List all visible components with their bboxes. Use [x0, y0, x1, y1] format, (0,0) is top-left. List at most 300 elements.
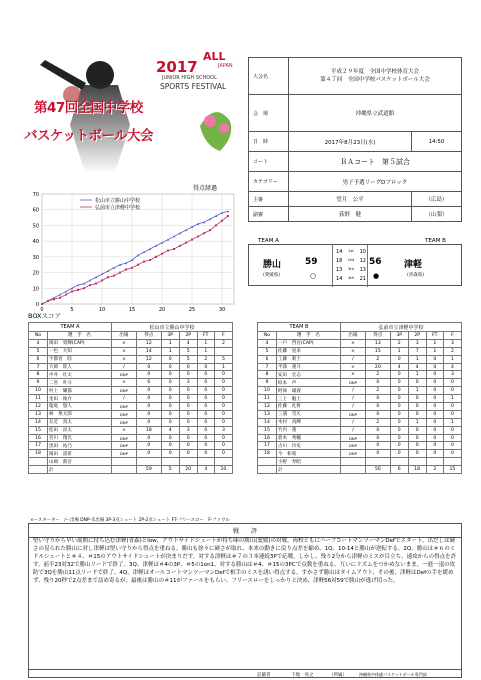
cell: 0 [214, 379, 232, 387]
date-value: 2017年8月23日(水) [289, 132, 412, 152]
cell: × [340, 363, 365, 371]
review-title: 戦 評 [29, 526, 461, 538]
cell: 0 [161, 434, 179, 442]
cell: 0 [426, 418, 443, 426]
quarter-score-b: 12 [359, 258, 366, 264]
column-header: 出場 [340, 332, 365, 340]
cell: 5 [179, 347, 197, 355]
player-row [29, 458, 233, 466]
team-b-result-mark: ● [373, 272, 380, 280]
cell: × [340, 339, 365, 347]
cell: 0 [390, 387, 408, 395]
cell: 0 [161, 355, 179, 363]
cell: 0 [136, 403, 161, 411]
cell: / [340, 355, 365, 363]
affiliation-value: 沖縄県中体連バスケットボール専門部 [359, 672, 427, 677]
cell: 0 [197, 442, 214, 450]
cell: 2 [197, 355, 214, 363]
x-tick-label: 5 [70, 307, 74, 313]
cell: 阿保 雄義 [276, 387, 340, 395]
cell: 坂本 声 [276, 379, 340, 387]
player-row [29, 403, 233, 411]
player-row [29, 442, 233, 450]
y-tick-label: 60 [32, 207, 39, 214]
data-point [71, 290, 73, 292]
cell: 2 [390, 339, 408, 347]
cell [179, 458, 197, 466]
cell: × [111, 339, 136, 347]
data-point [221, 220, 223, 222]
cell: 0 [197, 387, 214, 395]
cell: 工藤 莉士 [276, 355, 340, 363]
tournament-title-line2: バスケットボール大会 [24, 128, 154, 144]
cell: 0 [426, 355, 443, 363]
cell: 14 [258, 418, 277, 426]
cell: DNP [111, 403, 136, 411]
cell: 2 [443, 347, 461, 355]
team-label: TEAM A [29, 323, 112, 332]
cell: 0 [161, 410, 179, 418]
cell: 2 [365, 355, 390, 363]
cell: 7 [408, 347, 426, 355]
cell: 9 [258, 379, 277, 387]
court-value: ＢＡコート 第５試合 [289, 152, 462, 172]
data-point [173, 248, 175, 250]
cell: DNP [340, 379, 365, 387]
column-header: 3P [390, 332, 408, 340]
cell: 0 [161, 418, 179, 426]
cell: 9 [29, 379, 48, 387]
column-header: No [258, 332, 277, 340]
cell: 0 [136, 395, 161, 403]
cell: 16 [258, 434, 277, 442]
logo-jhs: JUNIOR HIGH SCHOOL [162, 75, 217, 81]
cell: 1 [161, 347, 179, 355]
player-row [258, 379, 462, 387]
label-referee: 主審 [249, 192, 289, 207]
column-header: 選 手 名 [47, 332, 111, 340]
cell: 0 [365, 410, 390, 418]
cell: 0 [390, 395, 408, 403]
cell: 1 [161, 339, 179, 347]
cell: 0 [136, 387, 161, 395]
cell: DNP [111, 442, 136, 450]
y-tick-label: 10 [32, 286, 39, 293]
cell: 岡田 遥希 [47, 450, 111, 458]
cell: 0 [214, 442, 232, 450]
cell: 5 [161, 466, 179, 474]
team-a-result-mark: ○ [310, 272, 317, 280]
cell: 0 [197, 410, 214, 418]
cell: 0 [365, 379, 390, 387]
cell: 佐藤 礼将 [276, 403, 340, 411]
legend-label: 弘前市立津軽中学校 [95, 205, 141, 211]
label-competition: 大会名 [249, 58, 289, 95]
cell: 0 [426, 379, 443, 387]
player-row [29, 426, 233, 434]
cell: 0 [197, 418, 214, 426]
cell: 4 [197, 466, 214, 474]
cell [161, 458, 179, 466]
cell: 15 [365, 347, 390, 355]
cell: 14 [29, 418, 48, 426]
cell: 10 [29, 387, 48, 395]
cell: DNP [111, 410, 136, 418]
cell: 三浦 雪矢 [276, 410, 340, 418]
cell: 0 [408, 379, 426, 387]
cell: 0 [136, 363, 161, 371]
cell: 15 [258, 426, 277, 434]
cell: / [340, 426, 365, 434]
cell: 0 [365, 442, 390, 450]
cell: 20 [365, 363, 390, 371]
team-a-name: 勝山 [263, 260, 282, 270]
cell: 0 [197, 363, 214, 371]
cell: 0 [365, 434, 390, 442]
cell: × [111, 355, 136, 363]
data-point [47, 300, 49, 302]
cell: 1 [408, 418, 426, 426]
quarter-score-a: 14 [336, 276, 343, 282]
data-point [113, 275, 115, 277]
player-row [258, 458, 462, 466]
player-row [29, 450, 233, 458]
label-umpire: 副審 [249, 207, 289, 222]
cell: 12 [258, 403, 277, 411]
player-row [29, 387, 233, 395]
cell: 1 [390, 347, 408, 355]
cell: 計 [47, 466, 111, 474]
cell: 0 [426, 395, 443, 403]
cell: 1 [197, 339, 214, 347]
cell: 友近 真太 [47, 418, 111, 426]
recorder-name: 下地 亮之 [291, 673, 314, 678]
x-tick-label: 25 [188, 307, 196, 313]
data-point [53, 298, 55, 300]
data-point [227, 215, 229, 217]
cell: 0 [179, 434, 197, 442]
cell: 14 [136, 347, 161, 355]
cell: 1 [426, 347, 443, 355]
cell: 0 [136, 434, 161, 442]
cell: 古川 玲史 [276, 442, 340, 450]
cell: 0 [426, 363, 443, 371]
data-point [143, 261, 145, 263]
player-row [258, 442, 462, 450]
cell: 0 [197, 379, 214, 387]
data-point [95, 283, 97, 285]
cell: 0 [161, 363, 179, 371]
cell: 倉木 秀輔 [276, 434, 340, 442]
x-tick-label: 15 [128, 307, 136, 313]
cell: 0 [136, 450, 161, 458]
cell: 0 [443, 403, 461, 411]
cell: 1 [197, 347, 214, 355]
review-footer [29, 669, 461, 679]
logo-sports-festival: SPORTS FESTIVAL [160, 82, 227, 91]
box-score-team-a [28, 322, 233, 474]
team-b-label: TEAM B [425, 238, 446, 244]
logo-all: ALL [203, 50, 226, 63]
cell: / [340, 403, 365, 411]
cell: 山岡 新吾 [47, 458, 111, 466]
data-point [119, 272, 121, 274]
cell: 12 [136, 339, 161, 347]
cell: 0 [197, 450, 214, 458]
cell: 0 [214, 395, 232, 403]
cell [111, 466, 136, 474]
cell: 20 [179, 466, 197, 474]
x-tick-label: 30 [218, 307, 226, 313]
player-row [29, 355, 233, 363]
column-header: 2P [179, 332, 197, 340]
cell: 18 [136, 426, 161, 434]
cell: DNP [111, 371, 136, 379]
label-venue: 会 場 [249, 95, 289, 132]
referee-pref: （広島） [412, 192, 462, 207]
cell: 1 [443, 395, 461, 403]
data-point [149, 259, 151, 261]
column-header: No [29, 332, 48, 340]
y-tick-label: 50 [32, 223, 39, 230]
quarter-score-a: 13 [336, 267, 343, 273]
venue-value: 沖縄県立武道館 [289, 95, 462, 132]
data-point [131, 267, 133, 269]
player-row [258, 395, 462, 403]
cell: DNP [340, 450, 365, 458]
data-point [167, 250, 169, 252]
y-tick-label: 70 [32, 192, 39, 198]
y-tick-label: 40 [32, 239, 39, 246]
cell: 0 [426, 371, 443, 379]
cell: 6 [390, 466, 408, 474]
player-row [258, 466, 462, 474]
player-row [258, 418, 462, 426]
cell: 0 [136, 371, 161, 379]
cell: 15 [29, 426, 48, 434]
scoreboard [248, 244, 462, 286]
player-row [258, 363, 462, 371]
cell: 0 [390, 355, 408, 363]
cell: 0 [197, 403, 214, 411]
cell: 0 [390, 379, 408, 387]
cell: 5 [29, 347, 48, 355]
quarter-row [333, 267, 369, 273]
quarter-label: 3rd [348, 267, 354, 271]
cell: 0 [443, 387, 461, 395]
cell: DNP [340, 442, 365, 450]
tournament-title-line1: 第47回全国中学校 [34, 100, 143, 116]
cell: 17 [29, 442, 48, 450]
cell: 15 [443, 466, 461, 474]
cell: 計 [276, 466, 340, 474]
cell: 0 [214, 387, 232, 395]
cell: DNP [111, 387, 136, 395]
data-point [185, 242, 187, 244]
cell: 一色 大知 [47, 347, 111, 355]
affiliation-label: （所属） [329, 673, 347, 678]
cell: 黒田 祐乃 [47, 442, 111, 450]
cell [340, 466, 365, 474]
cell: 1 [408, 355, 426, 363]
cell: 中井 壮太 [47, 371, 111, 379]
cell: 大岡 陸人 [47, 363, 111, 371]
referee-value: 望月 公平 [289, 192, 412, 207]
cell: 0 [161, 379, 179, 387]
cell: 0 [197, 395, 214, 403]
column-header: 出場 [111, 332, 136, 340]
data-point [65, 294, 67, 296]
cell [258, 466, 277, 474]
cell: 1 [443, 355, 461, 363]
data-point [101, 279, 103, 281]
cell: 1 [408, 371, 426, 379]
time-value: 14:50 [412, 132, 462, 152]
team-a-label: TEAM A [258, 238, 279, 244]
quarter-score-b: 13 [359, 267, 366, 273]
cell: 0 [214, 410, 232, 418]
cell: / [111, 395, 136, 403]
player-row [29, 434, 233, 442]
umpire-pref: （山梨） [412, 207, 462, 222]
cell: 0 [161, 442, 179, 450]
column-header: 選 手 名 [276, 332, 340, 340]
cell: × [111, 379, 136, 387]
review-text: 堅い守りから早い展開に持ち込む津軽(青森)とlow、アウトサイドシュートが持ち味の勝山(愛媛)の対戦。両校ともにハーフコートマンツーマンDefでスタート。出だしは硬さの見られた勝山に対し津軽は堅い守りから得点を重ねる。勝山も徐々に硬さが取れ、本来の動きに戻り点差を縮め、1Q、10-14と勝山が逆転する。2Q、勝山は＃６のミドルシュートと＃４、＃15のアウトサイドシュートが決まりだす。対する津軽は＃７の３本連続3Pで応戦。しかし、残り2分から津軽のミスが目立ち、速攻からの得点を許す。前半23対32で勝山リードで終了。3Q、津軽は＃4の3P、＃5の1on1、対する勝山は＃4、＃15の3PCで点数を重ねる。互いにリズムをつかめないまま、一進一退の攻防で3Qを勝山11点リードで終了。4Q、津軽はオールコートマンツーマンDefで相手のミスを誘い得点する。すかさず勝山はタイムアウト、その後、津軽はDefの手を緩めず、残り20秒で2点差まで詰め寄るが、最後は勝山の＃11がファールをもらい、フリースローをしっかりと決め、津軽56対59で勝山が逃げ切った。 [33, 538, 457, 584]
cell: 16 [29, 434, 48, 442]
cell: 13 [365, 339, 390, 347]
cell: 0 [426, 410, 443, 418]
cell: × [111, 347, 136, 355]
cell: DNP [340, 410, 365, 418]
column-header: FT [197, 332, 214, 340]
cell: 0 [179, 371, 197, 379]
cell: 7 [258, 363, 277, 371]
cell: 3 [179, 379, 197, 387]
cell: 宇都宮 陸 [47, 355, 111, 363]
player-row [258, 371, 462, 379]
cell: 0 [179, 395, 197, 403]
cell: 0 [197, 434, 214, 442]
data-point [203, 232, 205, 234]
cell: 松田 涼太 [47, 426, 111, 434]
cell: 0 [443, 434, 461, 442]
category-value: 男子予選リーグDブロック [289, 172, 462, 192]
cell: / [111, 363, 136, 371]
cell: 0 [179, 403, 197, 411]
okinawa-mascot-icon [190, 96, 240, 156]
data-point [77, 289, 79, 291]
cell: 8 [258, 371, 277, 379]
quarter-row [333, 276, 369, 282]
school-name: 松山市立勝山中学校 [111, 323, 232, 332]
cell: 0 [214, 418, 232, 426]
cell: 0 [443, 450, 461, 458]
team-b-pref: (青森県) [407, 273, 425, 278]
cell: × [340, 371, 365, 379]
cell: 56 [365, 466, 390, 474]
cell: 3 [443, 371, 461, 379]
player-row [29, 363, 233, 371]
legend-label: 松山市立勝山中学校 [95, 198, 141, 204]
cell: 0 [179, 418, 197, 426]
label-category: カテゴリー [249, 172, 289, 192]
cell: 2 [214, 339, 232, 347]
player-row [29, 339, 233, 347]
logo-japan: JAPAN [218, 63, 233, 69]
player-row [258, 434, 462, 442]
cell: 0 [390, 434, 408, 442]
player-row [258, 403, 462, 411]
umpire-value: 荻野 健 [289, 207, 412, 222]
cell: 1 [214, 363, 232, 371]
cell: 18 [29, 450, 48, 458]
team-b-name: 津軽 [404, 260, 423, 270]
cell: DNP [111, 418, 136, 426]
cell: 0 [179, 363, 197, 371]
cell: 0 [197, 426, 214, 434]
player-row [258, 410, 462, 418]
data-point [89, 284, 91, 286]
score-progress-chart [20, 186, 242, 314]
column-header: FT [426, 332, 443, 340]
cell: 4 [161, 426, 179, 434]
data-point [41, 303, 43, 305]
logo-year: 2017 [156, 58, 198, 76]
quarter-label: 2nd [347, 258, 355, 262]
player-row [29, 418, 233, 426]
quarter-score-a: 18 [336, 258, 343, 264]
cell: 0 [426, 403, 443, 411]
column-header: 得点 [365, 332, 390, 340]
cell: 3 [443, 339, 461, 347]
cell: 2 [365, 371, 390, 379]
cell: 0 [161, 387, 179, 395]
cell: 0 [408, 442, 426, 450]
cell: 3 [408, 339, 426, 347]
box-legend: ×ースターター /ー出場 DNP-未出場 3P-3点シュート 2P-2点シュート FT-フリースロー F-ファウル [30, 518, 230, 523]
quarter-label: 4th [348, 276, 354, 280]
cell: 6 [29, 355, 48, 363]
player-row [29, 379, 233, 387]
cell [426, 458, 443, 466]
cell: 二宮 叶斗 [47, 379, 111, 387]
data-point [125, 268, 127, 270]
cell: × [340, 347, 365, 355]
x-tick-label: 20 [158, 307, 166, 313]
player-row [29, 371, 233, 379]
cell: 村上 耀都 [47, 387, 111, 395]
cell: 0 [161, 371, 179, 379]
cell: 4 [408, 363, 426, 371]
data-point [83, 287, 85, 289]
cell: 0 [390, 403, 408, 411]
cell: 17 [258, 442, 277, 450]
cell: × [111, 426, 136, 434]
cell [258, 458, 277, 466]
cell: 5 [179, 355, 197, 363]
data-point [179, 245, 181, 247]
cell [214, 347, 232, 355]
cell: 7 [29, 363, 48, 371]
cell: 亀尾 悠人 [47, 403, 111, 411]
cell: 0 [408, 426, 426, 434]
cell [340, 458, 365, 466]
cell: 0 [214, 403, 232, 411]
cell: 8 [29, 371, 48, 379]
data-point [197, 235, 199, 237]
cell: 2 [365, 387, 390, 395]
